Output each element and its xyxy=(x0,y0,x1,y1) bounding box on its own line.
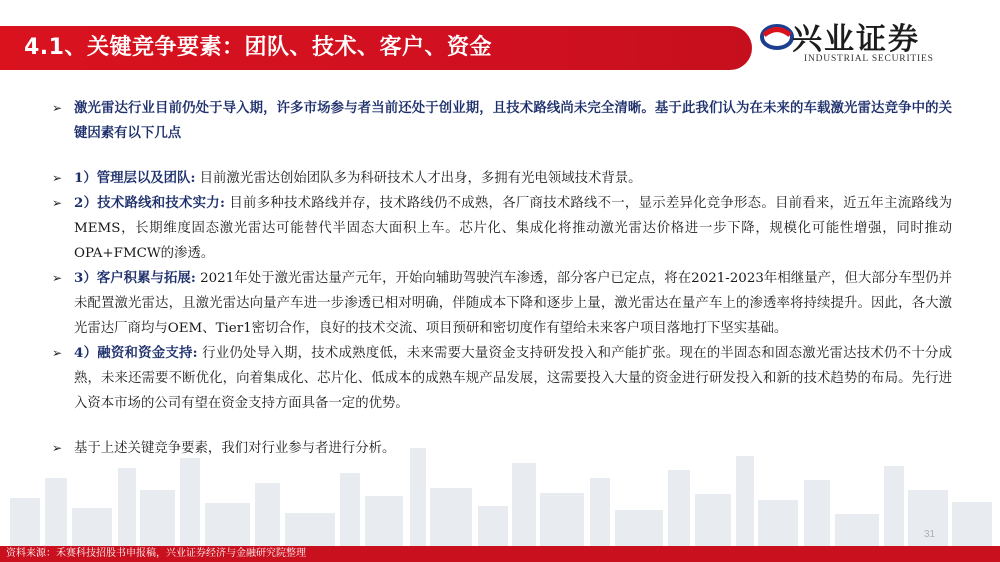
point-funding xyxy=(52,341,952,416)
point-title: 1）管理层以及团队: xyxy=(74,170,196,186)
point-title: 3）客户积累与拓展: xyxy=(74,270,196,286)
logo-chinese-text: 兴业证券 xyxy=(792,22,920,57)
page-number: 31 xyxy=(924,529,936,540)
content-body xyxy=(52,96,952,461)
point-text: 2021年处于激光雷达量产元年，开始向辅助驾驶汽车渗透，部分客户已定点，将在2021-2023年相继量产，但大部分车型仍并未配置激光雷达，且激光雷达向量产车进一步渗透已相对明确，伴随成本下降和逐步上量，激光雷达在量产车上的渗透率将持续提升。因此，各大激光雷达厂商均与OEM、Tier1密切合作，良好的技术交流、项目预研和密切度作有望给未来客户项目落地打下坚实基础。 xyxy=(74,271,952,336)
company-logo xyxy=(752,10,997,68)
point-title: 2）技术路线和技术实力: xyxy=(74,195,225,211)
logo-emblem-icon xyxy=(760,22,794,52)
conclusion-paragraph xyxy=(52,436,952,461)
bullet-arrow-icon: ➢ xyxy=(52,171,63,185)
intro-paragraph xyxy=(52,96,952,146)
point-customers xyxy=(52,266,952,341)
point-text: 行业仍处导入期，技术成熟度低，未来需要大量资金支持研发投入和产能扩张。现在的半固态和固态激光雷达技术仍不十分成熟，未来还需要不断优化，向着集成化、芯片化、低成本的成熟车规产品发展，这需要投入大量的资金进行研发投入和新的技术趋势的布局。先行进入资本市场的公司有望在资金支持方面具备一定的优势。 xyxy=(74,346,953,411)
point-technology xyxy=(52,191,952,266)
intro-text: 激光雷达行业目前仍处于导入期，许多市场参与者当前还处于创业期，且技术路线尚未完全清晰。基于此我们认为在未来的车载激光雷达竞争中的关键因素有以下几点 xyxy=(74,100,952,141)
source-note: 资料来源：禾赛科技招股书申报稿，兴业证券经济与金融研究院整理 xyxy=(6,548,306,559)
page-title: 4.1、关键竞争要素：团队、技术、客户、资金 xyxy=(24,35,492,60)
bullet-arrow-icon: ➢ xyxy=(52,346,63,360)
point-title: 4）融资和资金支持: xyxy=(74,345,198,361)
point-team xyxy=(52,166,952,191)
bullet-arrow-icon: ➢ xyxy=(52,271,63,285)
conclusion-text: 基于上述关键竞争要素，我们对行业参与者进行分析。 xyxy=(74,441,396,456)
logo-english-text: INDUSTRIAL SECURITIES xyxy=(804,54,934,64)
point-text: 目前多种技术路线并存，技术路线仍不成熟，各厂商技术路线不一，显示差异化竞争形态。目前看来，近五年主流路线为MEMS，长期维度固态激光雷达可能替代半固态大面积上车。芯片化、集成化将推动激光雷达价格进一步下降，规模化可能性增强，同时推动OPA+FMCW的渗透。 xyxy=(74,196,953,261)
bullet-arrow-icon: ➢ xyxy=(52,101,63,115)
point-text: 目前激光雷达创始团队多为科研技术人才出身，多拥有光电领域技术背景。 xyxy=(199,171,642,186)
bullet-arrow-icon: ➢ xyxy=(52,441,63,455)
bullet-arrow-icon: ➢ xyxy=(52,196,63,210)
